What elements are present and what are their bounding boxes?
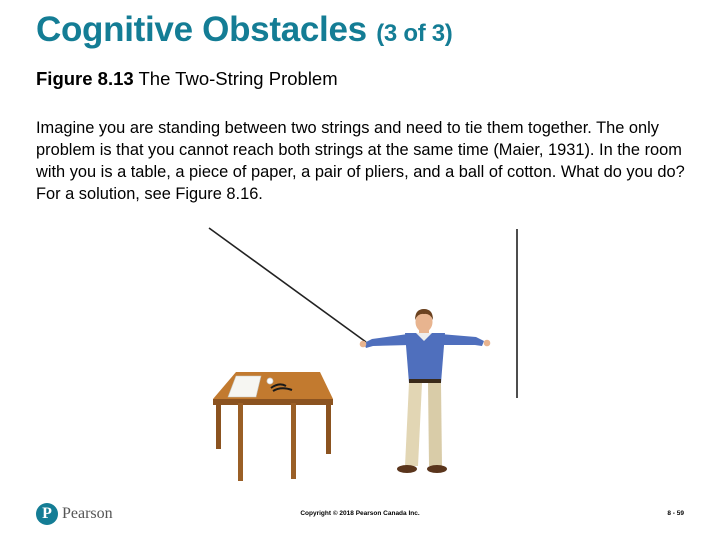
person — [360, 309, 491, 473]
pearson-logo-icon: P — [36, 503, 58, 525]
swinging-string — [209, 228, 366, 342]
slide-number: 8 - 59 — [667, 510, 684, 517]
title-main: Cognitive Obstacles — [36, 10, 367, 49]
body-paragraph: Imagine you are standing between two strings and need to tie them together. The only problem is that you cannot reach both strings at the same time (Maier, 1931). In the room with you is a table, a piece of paper, a pair of pliers, and a ball of cotton. What do you do? For a solution, see Figure 8.16. — [36, 119, 685, 203]
cotton-ball — [267, 378, 273, 384]
copyright-notice: Copyright © 2018 Pearson Canada Inc. — [300, 510, 420, 517]
pearson-wordmark: Pearson — [62, 505, 113, 522]
title-part: (3 of 3) — [376, 20, 453, 47]
figure-title: The Two-String Problem — [138, 68, 338, 89]
figure-label: Figure 8.13 — [36, 68, 134, 89]
